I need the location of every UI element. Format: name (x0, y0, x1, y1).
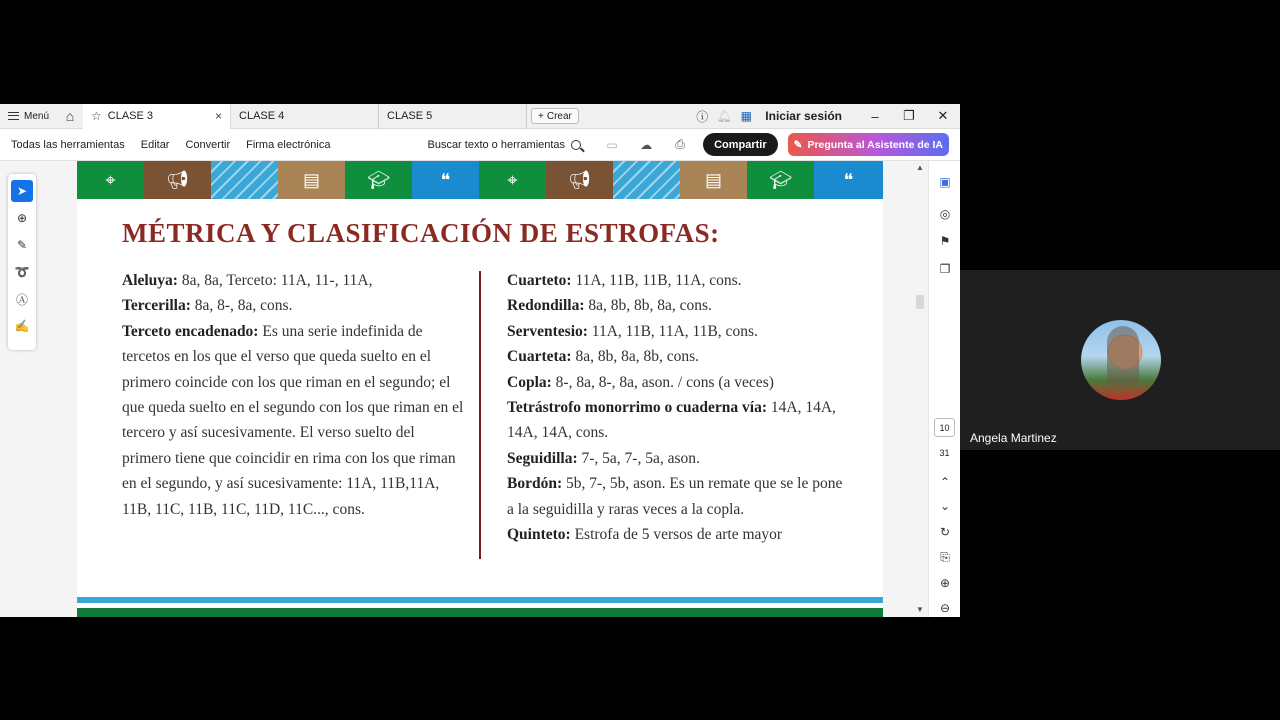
lasso-icon[interactable]: ➰ (14, 265, 30, 279)
megaphone-icon: 📢︎ (144, 161, 211, 199)
share-button[interactable]: Compartir (703, 133, 778, 156)
participant-name: Angela Martinez (970, 431, 1057, 445)
stripes-tile (613, 161, 680, 199)
minimize-icon[interactable]: – (871, 108, 879, 124)
select-cursor-icon[interactable]: ➤ (11, 180, 33, 202)
window-controls (691, 104, 960, 129)
tab-clase-5[interactable] (379, 104, 527, 129)
current-page-field[interactable]: 10 (934, 418, 955, 437)
pen-icon[interactable]: ✎ (16, 238, 28, 252)
document-viewport (0, 161, 928, 617)
signin-button[interactable]: Iniciar sesión (765, 109, 842, 123)
entry-seguidilla: Seguidilla: 7-, 5a, 7-, 5a, ason. (507, 449, 700, 467)
people-icon: ▤ (680, 161, 747, 199)
scroll-down-icon[interactable]: ▼ (916, 605, 924, 614)
banner-strip (77, 161, 883, 199)
entry-cuarteta: Cuarteta: 8a, 8b, 8a, 8b, cons. (507, 348, 699, 366)
right-column (507, 268, 852, 547)
plus-icon: + (538, 110, 544, 122)
entry-copla: Copla: 8-, 8a, 8-, 8a, ason. / cons (a veces) (507, 373, 774, 391)
toolbar-esign[interactable]: Firma electrónica (246, 138, 331, 151)
entry-aleluya: Aleluya: 8a, 8a, Terceto: 11A, 11-, 11A, (122, 272, 373, 289)
print-icon[interactable]: ⎙ (675, 137, 685, 151)
participant-tile[interactable] (960, 270, 1280, 450)
stripes-tile (211, 161, 278, 199)
footer-blue-bar (77, 597, 883, 603)
save-icon[interactable]: ▭ (606, 137, 618, 152)
search-icon (571, 140, 581, 150)
chat-bubbles-icon: ❝ (814, 161, 883, 199)
ai-summary-icon[interactable]: ▣ (939, 175, 951, 189)
bell-icon[interactable]: 🔔︎ (716, 109, 732, 123)
create-tab-button[interactable] (531, 108, 579, 124)
entry-bordon: Bordón: 5b, 7-, 5b, ason. Es un remate que se le pone a la seguidilla y raras veces a la copla. (507, 475, 843, 518)
pages-icon[interactable]: ❐ (939, 262, 951, 276)
sign-icon[interactable]: ✍ (14, 319, 30, 333)
hamburger-icon (8, 112, 19, 120)
vertical-scrollbar[interactable] (912, 161, 928, 617)
location-icon: ⌖ (479, 161, 546, 199)
column-divider (479, 271, 481, 559)
apps-grid-icon[interactable]: ▦ (740, 109, 752, 123)
upload-cloud-icon[interactable]: ☁ (640, 137, 653, 152)
entry-cuarteto: Cuarteto: 11A, 11B, 11B, 11A, cons. (507, 272, 742, 289)
restore-icon[interactable]: ❐ (903, 108, 915, 123)
zoom-out-icon[interactable]: ⊖ (939, 601, 951, 615)
tab-clase-3[interactable] (83, 104, 231, 129)
entry-terceto-encadenado: Terceto encadenado: Es una serie indefinida de tercetos en los que el verso que queda suelto en el primero coincide con los que riman en el segundo; el que queda suelto en el segundo con los que riman en el tercero y así sucesivamente. El verso suelto del primero tiene que coincidir en rima con los que riman en el segundo, y así sucesivamente: 11A, 11B,11A, 11B, 11C, 11B, 11C, 11D, 11C..., cons. (122, 322, 464, 518)
bookmark-icon[interactable]: ⚑ (939, 234, 951, 248)
search-tools-button[interactable] (427, 139, 593, 151)
comments-panel-icon[interactable]: ◎ (939, 207, 951, 221)
total-pages: 31 (939, 448, 950, 458)
scroll-thumb[interactable] (916, 295, 924, 309)
close-icon[interactable]: × (215, 109, 223, 123)
entry-tercerilla: Tercerilla: 8a, 8-, 8a, cons. (122, 297, 293, 315)
text-box-icon[interactable]: Ⓐ (15, 292, 28, 307)
help-icon[interactable]: ⓘ (696, 109, 709, 124)
megaphone-icon: 📢︎ (546, 161, 613, 199)
ai-label: Pregunta al Asistente de IA (807, 138, 943, 151)
avatar (1081, 320, 1161, 400)
graduation-cap-icon: 🎓︎ (747, 161, 814, 199)
toolbar-edit[interactable]: Editar (140, 138, 170, 151)
entry-redondilla: Redondilla: 8a, 8b, 8b, 8a, cons. (507, 297, 712, 315)
document-page (77, 161, 883, 617)
left-tool-panel (8, 174, 36, 350)
zoom-in-icon[interactable]: ⊕ (939, 576, 951, 590)
entry-quinteto: Quinteto: Estrofa de 5 versos de arte mayor (507, 526, 783, 544)
extract-page-icon[interactable]: ⎘ (940, 549, 950, 564)
ai-assistant-button[interactable] (788, 133, 949, 156)
comment-icon[interactable]: ⊕ (16, 211, 28, 225)
rotate-icon[interactable]: ↻ (939, 525, 951, 539)
menu-button[interactable] (0, 104, 57, 129)
page-title: MÉTRICA Y CLASIFICACIÓN DE ESTROFAS: (122, 218, 720, 248)
entry-tetrastrofo: Tetrástrofo monorrimo o cuaderna vía: 14A, 14A, 14A, 14A, cons. (507, 399, 836, 442)
left-column (122, 268, 467, 522)
ai-chat-icon: ✎ (793, 138, 803, 151)
toolbar-convert[interactable]: Convertir (185, 138, 231, 151)
tab-label: CLASE 5 (387, 110, 433, 122)
star-icon[interactable]: ☆ (91, 109, 102, 123)
prev-page-icon[interactable]: ⌃ (939, 475, 951, 489)
people-icon: ▤ (278, 161, 345, 199)
create-label: Crear (546, 110, 572, 122)
toolbar-right (427, 133, 960, 156)
main-toolbar (0, 129, 960, 161)
right-tool-panel (928, 161, 960, 617)
tab-clase-4[interactable] (231, 104, 379, 129)
search-label: Buscar texto o herramientas (427, 138, 566, 151)
home-icon: ⌂ (65, 108, 75, 124)
window-close-icon[interactable]: ✕ (937, 108, 949, 123)
footer-green-bar (77, 608, 883, 617)
location-icon: ⌖ (77, 161, 144, 199)
graduation-cap-icon: 🎓︎ (345, 161, 412, 199)
shared-screen (0, 104, 960, 617)
menu-label: Menú (24, 110, 50, 122)
tab-label: CLASE 4 (239, 110, 285, 122)
chat-bubbles-icon: ❝ (412, 161, 479, 199)
toolbar-all-tools[interactable]: Todas las herramientas (11, 138, 125, 151)
tab-label: CLASE 3 (107, 110, 154, 122)
scroll-up-icon[interactable]: ▲ (916, 163, 924, 172)
tab-bar (0, 104, 960, 129)
next-page-icon[interactable]: ⌄ (939, 499, 951, 513)
entry-serventesio: Serventesio: 11A, 11B, 11A, 11B, cons. (507, 322, 758, 340)
home-button[interactable] (57, 104, 83, 129)
